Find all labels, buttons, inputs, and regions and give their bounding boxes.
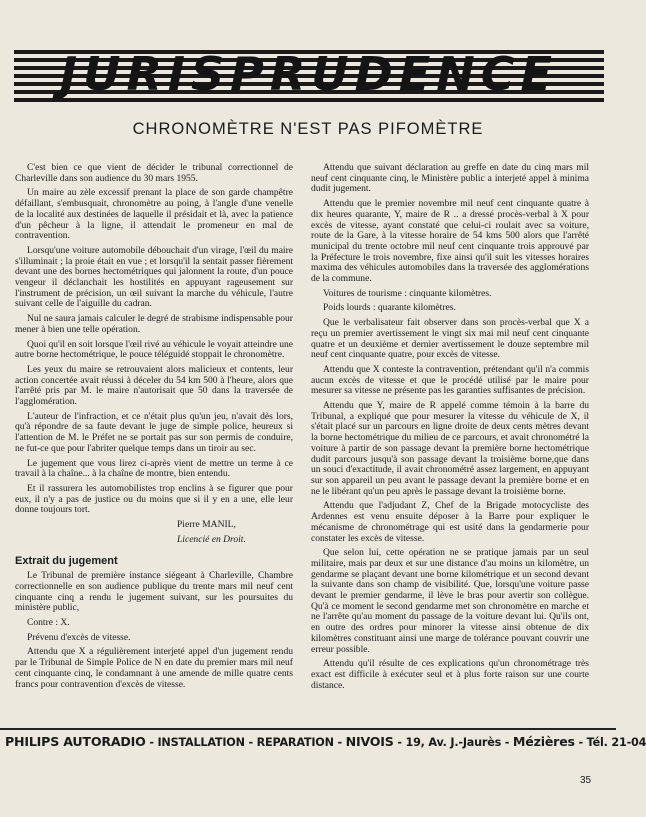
paragraph: Que selon lui, cette opération ne se pratique jamais par un seul militaire, mais par deux et sur une distance d'au moins un kilomètre, un gendarme se plaçant devant une borne kilométrique et un second devant la suivante dans son champ de visibilité. Que, lorsqu'une voiture passe devant le premier gendarme, il lève le bras pour avertir son collègue. Qu'à ce moment le second gendarme met son chronomètre en marche et ne l'arrête qu'au moment du passage de la voiture devant lui. Qu'ils ont, en outre des ordres pour minorer la vitesse ainsi obtenue de dix kilomètres constituant ainsi une marge de tolérance pouvant couvrir une erreur possible. — [311, 547, 589, 655]
ad-city: Mézières — [512, 734, 575, 749]
ad-brand: PHILIPS AUTORADIO — [5, 734, 146, 749]
paragraph: Nul ne saura jamais calculer le degré de strabisme indispensable pour mener à bien une telle opération. — [15, 313, 293, 335]
paragraph: Attendu que Y, maire de R appelé comme témoin à la barre du Tribunal, a expliqué que pour mesurer la vitesse du véhicule de X, il s'était placé sur un parcours en ligne droite de deux cents mètres devant la borne hectométrique du milieu de ce parcours, et avait chronométré la voiture à partir de son passage devant la première borne hectométrique dudit parcours jusqu'à son passage devant la troisième borne,que dans un souci d'exactitude, il avait chronométré assez largement, en appuyant sur son appareil un peu avant le passage devant la première borne et en ne le libérant qu'un peu après le passage devant la troisième borne. — [311, 400, 589, 497]
paragraph: Le Tribunal de première instance siégeant à Charleville, Chambre correctionnelle en son audience publique du trente mars mil neuf cent cinquante cinq a rendu le jugement suivant, sur les poursuites du ministère public, — [15, 570, 293, 614]
paragraph: Que le verbalisateur fait observer dans son procès-verbal que X a reçu un premier avertissement le vingt six mai mil neuf cent cinquante quatre et un deuxième et dernier avertissement le douze septembre mil neuf cent cinquante quatre, pour excès de vitesse. — [311, 317, 589, 361]
paragraph: Attendu qu'il résulte de ces explications qu'un chronométrage très exact est difficile à exécuter seul et à plus forte raison sur une courte distance. — [311, 658, 589, 691]
paragraph: C'est bien ce que vient de décider le tribunal correctionnel de Charleville dans son audience du 30 mars 1955. — [15, 162, 293, 184]
footer-advertisement — [5, 734, 646, 749]
paragraph: Voitures de tourisme : cinquante kilomètres. — [323, 287, 492, 299]
right-column — [311, 163, 589, 721]
paragraph: Un maire au zèle excessif prenant la place de son garde champêtre défaillant, s'embusquait, chronomètre au poing, à l'angle d'une venelle de la localité aux destinées de laquelle il présidait et là, avec la patience d'un pêcheur à la ligne, il attendait le promeneur en mal de contravention. — [15, 187, 293, 242]
paragraph: Attendu que le premier novembre mil neuf cent cinquante quatre à dix heures quarante, Y, maire de R .. a dressé procès-verbal à X pour excès de vitesse, ayant constaté que celui-ci roulait avec sa voiture, route de la Gare, à la vitesse horaire de 54 kms 500 alors que l'arrêté municipal du trente octobre mil neuf cent cinquante trois approuvé par la Préfecture le trois novembre, fixe ainsi qu'il suit les vitesses horaires maxima des véhicules automobiles dans la traversée des agglomérations de la commune. — [311, 198, 589, 285]
paragraph: Attendu que l'adjudant Z, Chef de la Brigade motocycliste des Ardennes est venu ensuite déposer à la Barre pour expliquer le mécanisme de chronométrage qui est usité dans la gendarmerie pour constater les excès de vitesse. — [311, 500, 589, 544]
masthead-title: JURISPRUDENCE — [60, 47, 558, 101]
paragraph: Prévenu d'excès de vitesse. — [27, 631, 131, 643]
ad-services: - INSTALLATION - REPARATION - — [149, 736, 342, 749]
paragraph: Attendu que suivant déclaration au greffe en date du cinq mars mil neuf cent cinquante cinq, le Ministère public a interjeté appel à minima dudit jugement. — [311, 162, 589, 195]
paragraph: Lorsqu'une voiture automobile débouchait d'un virage, l'œil du maire s'illuminait ; la proie était en vue ; et lorsqu'il la sentait passer fièrement devant une des bornes hectométriques qui jalonnent la route, d'un pouce vengeur il déclanchait les hostilités en appuyant rageusement sur l'instrument de précision, un œil suivant la marche du véhicule, l'autre suivant celle de l'aiguille du cadran. — [15, 244, 293, 310]
footer-divider — [0, 728, 616, 730]
ad-dealer: NIVOIS — [345, 734, 394, 749]
ad-phone: - Tél. 21-04 — [578, 736, 646, 749]
extract-heading: Extrait du jugement — [15, 554, 118, 567]
paragraph: Attendu que X conteste la contravention, prétendant qu'il n'a commis aucun excès de vitesse et que le procédé utilisé par le maire pour mesurer sa vitesse ne présente pas les garanties suffisantes de précision. — [311, 363, 589, 397]
paragraph: Attendu que X a régulièrement interjeté appel d'un jugement rendu par le Tribunal de Simple Police de N en date du premier mars mil neuf cent cinquante cinq, le condamnant à une amende de mille quatre cents francs pour contravention d'excès de vitesse. — [15, 646, 293, 690]
paragraph: Les yeux du maire se retrouvaient alors malicieux et contents, leur action concertée avait réussi à déceler du 54 km 500 à l'heure, alors que l'arrêté pris par M. le maire n'autorisait que 50 dans la traversée de l'agglomération. — [15, 363, 293, 408]
page-number: 35 — [580, 775, 592, 786]
paragraph: Le jugement que vous lirez ci-après vient de mettre un terme à ce travail à la chaîne... à la chaîne de montre, bien entendu. — [15, 457, 293, 480]
signature-name: Pierre MANIL, — [177, 519, 236, 531]
signature-role: Licencié en Droit. — [177, 533, 246, 545]
ad-address: - 19, Av. J.-Jaurès - — [397, 736, 510, 749]
paragraph: Quoi qu'il en soit lorsque l'œil rivé au véhicule le voyait atteindre une autre borne hectométrique, le pouce téléguidé stoppait le chronomètre. — [15, 338, 293, 361]
paragraph: Poids lourds : quarante kilomètres. — [323, 302, 456, 314]
article-headline: CHRONOMÈTRE N'EST PAS PIFOMÈTRE — [132, 120, 484, 138]
paragraph: Et il rassurera les automobilistes trop enclins à se figurer que pour eux, il n'y a pas de justice ou du moins que si il y en a une, elle leur donne toujours tort. — [15, 482, 293, 516]
paragraph: Contre : X. — [27, 617, 70, 629]
paragraph: L'auteur de l'infraction, et ce n'était plus qu'un jeu, n'avait dès lors, qu'à répondre de sa faute devant le juge de simple police, heureux si l'attention de M. le Préfet ne se portait pas sur son permis de conduire, ne fut-ce que pour l'abriter quelque temps dans un tiroir au sec. — [15, 410, 293, 454]
masthead-banner — [14, 44, 604, 104]
left-column — [15, 163, 293, 721]
